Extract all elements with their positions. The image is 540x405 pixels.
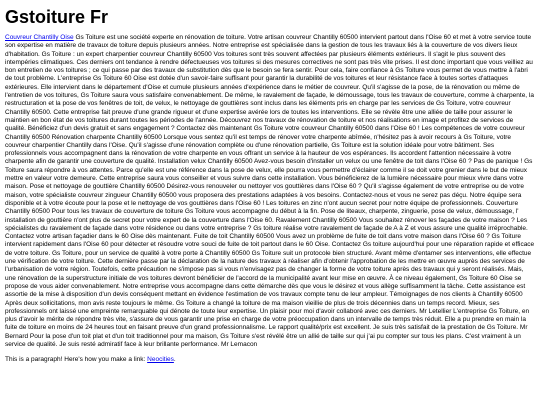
footer-paragraph (5, 356, 535, 364)
article-body: Gs Toiture est une société experte en rénovation de toiture. Votre artisan couvreur Chantilly 60500 intervient partout dans l'Oise 60 et met à votre service toute son expertise en matière de travaux de toiture depuis plusieurs années. Notre entreprise est spécialisée dans la gestion de tous les travaux liés à la couverture de vos divers lieux d'habitation. Gs Toiture : un expert charpentier couvreur Chantilly 60500 Vos toitures sont très souvent affectées par plusieurs éléments extérieurs. Il s'agit le plus souvent des intempéries climatiques. Ces derniers ont tendance à rendre défectueuses vos toitures si des mesures correctives ne sont pas très vite prises. Il est donc important que vous veilliez au bon entretien de vos toitures ; ce qui passe par des travaux de substitution dès que le besoin se fera sentir. Pour cela, faire confiance à Gs Toiture vous permet de vous mettre à l'abri de tout problème. L'entreprise Gs Toiture 60 Oise est dotée d'un savoir-faire suffisant pour garantir la durabilité de vos toitures et leur résistance face à toutes sortes d'attaques extérieures. Elle intervient dans le département d'Oise et cumule plusieurs années d'expérience dans le métier de couvreur. Qu'il s'agisse de la pose, de la rénovation ou même de l'entretien de vos toitures, Gs Toiture saura vous satisfaire convenablement. De même, le ravalement de façade, le démoussage, tous les travaux de couverture, comme à charpente, la restructuration et la pose de vos fenêtres de toit, de velux, le nettoyage de gouttières sont inclus dans les éléments pris en charge par les services de Gs Toiture, votre couvreur Chantilly 60500. Cette entreprise fait preuve d'une grande rigueur et d'une expertise avérée lors de toutes les interventions. Elle se révèle être une alliée de taille pour assurer le maintien en bon état de vos toitures durant toutes les périodes de l'année. Découvrez nos travaux de rénovation de toiture et nos réalisations en image et profitez de services de qualité. Bénéficiez d'un devis gratuit et sans engagement ? Contactez dès maintenant Gs Toiture votre couvreur Chantilly 60500 dans l'Oise 60 ! Les compétences de votre couvreur Chantilly 60500 Rénovation charpente Chantilly 60500 Lorsque vous sentez qu'il est temps de rénover votre charpente abîmée, n'hésitez pas à avoir recours à Gs Toiture, votre couvreur charpentier Chantilly dans l'Oise. Qu'il s'agisse d'une rénovation complète ou d'une rénovation partielle, Gs Toiture est la solution idéale pour votre bâtiment. Ses professionnels vous accompagnent dans la rénovation de votre charpente en vous offrant un service à la hauteur de vos espérances. Ils accordent l'attention nécessaire à votre charpente afin de garantir une couverture de qualité. Installation velux Chantilly 60500 Avez-vous besoin d'installer un velux ou une fenêtre de toit dans l'Oise 60 ? Pas de panique ! Gs Toiture saura répondre à vos attentes. Parce qu'elle est une référence dans la pose de velux, elle pourra vous permettre d'éclairer comme il se doit votre grenier dans le but de mieux mettre en valeur votre demeure. Cette entreprise saura vous conseiller et vous suivre dans cette installation. Vous bénéficierez de la lumière nécessaire pour mieux vivre dans votre maison. Pose et nettoyage de gouttière Chantilly 60500 Désirez-vous renouveler ou nettoyer vos gouttières dans l'Oise 60 ? Qu'il s'agisse également de votre entreprise ou de votre maison, votre spécialiste couvreur zingueur Chantilly 60500 vous proposera des prestations adaptées à vos besoins. Contactez-nous et vous ne serez pas déçu. Notre équipe sera disponible et à votre écoute pour la pose et le nettoyage de vos gouttières dans l'Oise 60 ! Les toitures en zinc n'ont aucun secret pour notre équipe de professionnels. Couverture Chantilly 60500 Pour tous les travaux de couverture de toiture Gs Toiture vous accompagne du début à la fin. Pose de liteaux, charpente, zinguerie, pose de velux, démoussage, l' installation de gouttière n'ont plus de secret pour votre expert de la couverture dans l'Oise 60. Ravalement Chantilly 60500 Vous souhaitez rénover les façades de votre maison ? Les spécialistes du ravalement de façade dans votre résidence ou dans votre entreprise ? Gs toiture réalise votre ravalement de façade de A à Z et vous assure une qualité irréprochable. Contactez votre artisan façadier dans le 60 Oise dès maintenant. Fuite de toit Chantilly 60500 Vous avez un problème de fuite de toit dans votre maison dans l'Oise 60 ? Gs Toiture intervient rapidement dans l'Oise 60 pour détecter et résoudre votre souci de fuite de toit partout dans le 60 Oise. Contactez Gs toiture aujourd'hui pour une réparation rapide et efficace de votre toiture. Gs Toiture, pour un service de qualité à votre porte à Chantilly 60500 Gs Toiture suit un protocole bien structuré. Avant même d'entamer ses interventions, elle effectue une vérification de votre toiture. Cette dernière passe par la déclaration de la nature des travaux à réaliser afin d'obtenir l'approbation de les mettre en œuvre auprès des services de l'urbanisation de votre région. Toutefois, cette précaution ne s'impose pas si vous n'envisagez pas de changer la forme de votre toiture après des travaux qui y seront réalisés. Mais, une rénovation de la superstructure initiale de vos toitures devront bénéficier de l'accord de la municipalité avant leur mise en œuvre. À ce niveau également, Gs Toiture 60 Oise se propose de vous aider convenablement. Notre entreprise vous accompagne dans cette démarche dès que vous le désirez et vous allège suffisamment la tâche. Cette assistance est assortie de la mise à disposition d'un devis conséquent mettant en évidence l'estimation de vos travaux compte tenu de leur ampleur. Témoignages de nos clients à Chantilly 60500 Après deux sollicitations, mon avis reste toujours le même. Gs Toiture a changé la toiture de ma maison vieillie de plus de trois décennies dans un temps record. Mieux, ses professionnels ont laissé une empreinte remarquable qui dénote de toute leur expertise. Un plaisir pour moi d'avoir collaboré avec ces derniers. Mr Letellier L'entreprise Gs Toiture, en plus d'avoir le mérite de répondre très vite, s'assure de vous garantir une prise en charge de votre préoccupation dans un intervalle de temps très réduit. Elle a pu prendre en main la fuite de toiture en moins de 24 heures tout en faisant preuve d'un grand professionnalisme. Le rapport qualité/prix est excellent. Je suis très satisfait de la prestation de Gs Toiture. Mr Bernard Pour la pose d'un toit plat et d'un toit traditionnel pour ma maison, Gs Toiture s'est révélé être un allié de taille sur qui j'ai pu compter sur tous les plans. C'est vraiment à un service de qualité. Je suis resté admiratif face à leur brillante performance. Mr Lemacon (5, 34, 535, 348)
footer-text: This is a paragraph! Here's how you make a link: (5, 356, 148, 364)
article-paragraph (5, 34, 535, 349)
footer-period: . (173, 356, 176, 364)
article-link[interactable]: Couvreur Chantilly Oise (5, 34, 74, 41)
neocities-link[interactable]: Neocities (147, 356, 174, 364)
page-title: Gstoiture Fr (5, 7, 109, 27)
